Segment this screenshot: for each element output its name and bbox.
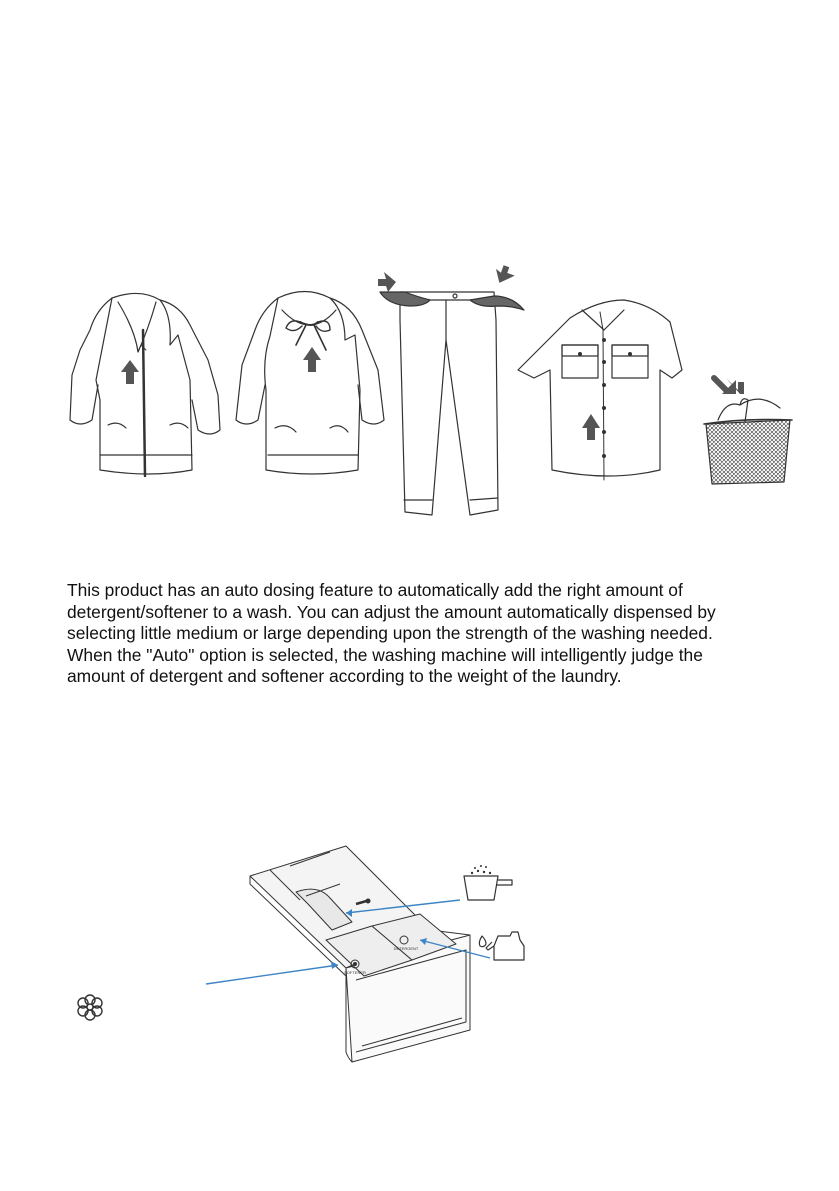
softener-flower-icon: [78, 995, 102, 1020]
paragraph-line: detergent/softener to a wash. You can adjust the amount automatically dispensed by: [67, 601, 716, 622]
auto-dosing-description: [67, 580, 787, 688]
detergent-drawer: [250, 846, 470, 1062]
paragraph-line: This product has an auto dosing feature to automatically add the right amount of: [67, 580, 683, 600]
zip-hoodie-icon: [70, 293, 220, 476]
detergent-compartment-label: DETERGENT: [393, 946, 419, 951]
laundry-bag-icon: [704, 378, 792, 484]
detergent-drawer-illustration: [0, 830, 839, 1090]
powder-scoop-icon: [464, 865, 512, 900]
paragraph-line: selecting little medium or large depending upon the strength of the washing needed.: [67, 623, 713, 644]
jeans-icon: [378, 263, 524, 515]
paragraph-line: amount of detergent and softener according to the weight of the laundry.: [67, 666, 622, 687]
softener-pointer-line: [206, 965, 338, 984]
clothing-preparation-illustration: [0, 0, 839, 540]
paragraph-line: When the "Auto" option is selected, the washing machine will intelligently judge the: [67, 644, 703, 665]
button-shirt-icon: [518, 300, 682, 480]
drawstring-hoodie-icon: [236, 292, 384, 475]
softener-compartment-label: SOFTENER: [344, 970, 366, 975]
liquid-detergent-bottle-icon: [479, 932, 524, 960]
